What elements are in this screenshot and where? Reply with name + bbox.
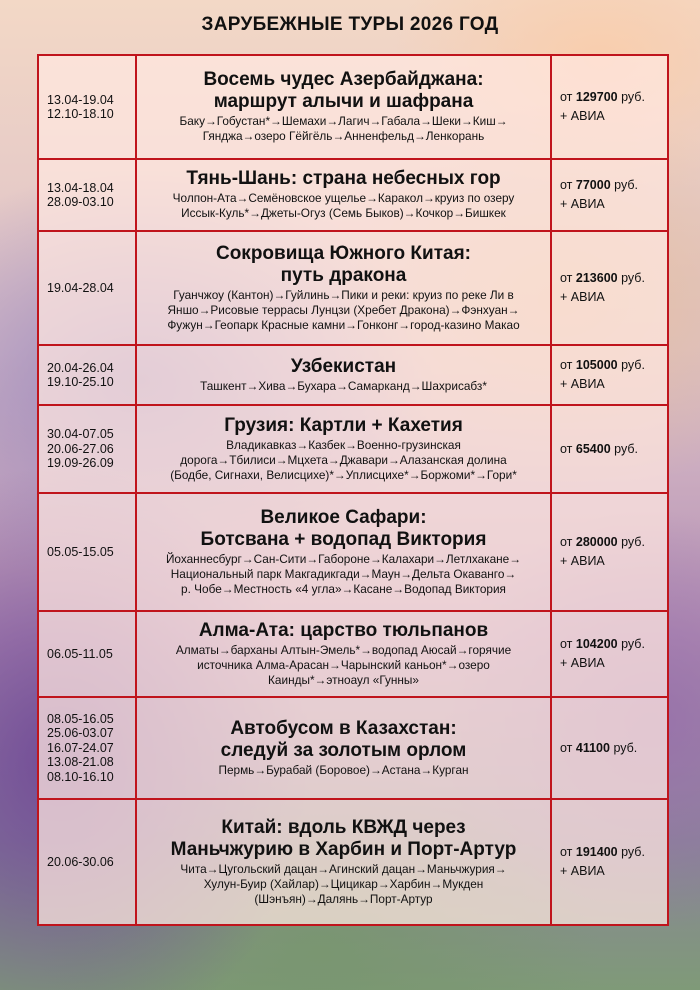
- tour-route: Баку→Гобустан*→Шемахи→Лагич→Габала→Шеки→Киш→ Гянджа→озеро Гёйгёль→Анненфельд→Ленкорань: [179, 114, 508, 143]
- tour-route: Гуанчжоу (Кантон)→Гуйлинь→Пики и реки: круиз по реке Ли в Яншо→Рисовые террасы Лунцзи (Хребет Дракона)→Фэнхуан→ Фужун→Геопарк Красные камни→Гонконг→город-казино Макао: [167, 287, 520, 332]
- tours-body: [38, 55, 668, 925]
- tour-description: [136, 493, 551, 611]
- price-currency: руб.: [610, 441, 638, 456]
- tour-title: Узбекистан: [290, 355, 397, 377]
- price-value: 213600: [575, 271, 618, 285]
- price-avia: + АВИА: [560, 377, 605, 391]
- price-currency: руб.: [617, 271, 645, 285]
- tour-route: Чита→Цугольский дацан→Агинский дацан→Маньчжурия→ Хулун-Буир (Хайлар)→Цицикар→Харбин→Мукден (Шэнъян)→Далянь→Порт-Артур: [180, 861, 507, 906]
- tour-title: Тянь-Шань: страна небесных гор: [186, 168, 501, 189]
- tour-row: [38, 159, 668, 231]
- price-prefix: от: [560, 637, 576, 651]
- price-avia: + АВИА: [560, 656, 605, 670]
- price-prefix: от: [560, 441, 576, 456]
- tour-price: [551, 55, 668, 159]
- tour-title: Китай: вдоль КВЖД через Маньчжурию в Харбин и Порт-Артур: [170, 816, 517, 860]
- tour-dates: 19.04-28.04: [38, 231, 136, 345]
- price-value: 129700: [575, 90, 618, 104]
- tour-description: [136, 799, 551, 925]
- tour-price: [551, 799, 668, 925]
- tour-description: [136, 611, 551, 697]
- price-avia: + АВИА: [560, 290, 605, 304]
- tour-price: [551, 611, 668, 697]
- tour-dates: 06.05-11.05: [38, 611, 136, 697]
- tour-route: Владикавказ→Казбек→Военно-грузинская дорога→Тбилиси→Мцхета→Джавари→Алазанская долина (Бодбе, Сигнахи, Велисцихе)*→Уплисцихе*→Боржоми*→Гори*: [170, 437, 517, 482]
- price-currency: руб.: [617, 90, 645, 104]
- price-currency: руб.: [617, 535, 645, 549]
- price-prefix: от: [560, 740, 576, 755]
- tour-dates: 20.06-30.06: [38, 799, 136, 925]
- price-value: 280000: [575, 535, 618, 549]
- tour-route: Чолпон-Ата→Семёновское ущелье→Каракол→круиз по озеру Иссык-Куль*→Джеты-Огуз (Семь Быков)→Кочкор→Бишкек: [172, 191, 515, 220]
- price-prefix: от: [560, 535, 576, 549]
- tour-route: Йоханнесбург→Сан-Сити→Габороне→Калахари→Летлхакане→ Национальный парк Макгадикгади→Маун→Дельта Окаванго→ р. Чобе→Местность «4 угла»→Касане→Водопад Виктория: [165, 551, 522, 596]
- tour-price: [551, 405, 668, 493]
- tour-row: [38, 799, 668, 925]
- tour-row: [38, 611, 668, 697]
- tour-dates: 13.04-18.04 28.09-03.10: [38, 159, 136, 231]
- price-avia: + АВИА: [560, 864, 605, 878]
- tour-title: Алма-Ата: царство тюльпанов: [198, 619, 489, 641]
- tour-dates: 20.04-26.04 19.10-25.10: [38, 345, 136, 405]
- tour-row: [38, 345, 668, 405]
- tour-dates: 08.05-16.05 25.06-03.07 16.07-24.07 13.08-21.08 08.10-16.10: [38, 697, 136, 799]
- tour-row: [38, 231, 668, 345]
- tour-description: [136, 697, 551, 799]
- price-currency: руб.: [617, 845, 645, 859]
- page-title: ЗАРУБЕЖНЫЕ ТУРЫ 2026 ГОД: [201, 14, 499, 35]
- price-prefix: от: [560, 90, 576, 104]
- tour-route: Пермь→Бурабай (Боровое)→Астана→Курган: [218, 762, 469, 777]
- price-currency: руб.: [609, 740, 638, 755]
- price-avia: + АВИА: [560, 109, 605, 123]
- tour-dates: 05.05-15.05: [38, 493, 136, 611]
- price-value: 191400: [575, 845, 618, 859]
- price-avia: + АВИА: [560, 197, 605, 211]
- tour-row: [38, 405, 668, 493]
- tour-row: [38, 697, 668, 799]
- price-prefix: от: [560, 271, 576, 285]
- tour-title: Автобусом в Казахстан: следуй за золотым орлом: [220, 717, 467, 761]
- tour-row: [38, 493, 668, 611]
- tour-price: [551, 159, 668, 231]
- tour-description: [136, 345, 551, 405]
- price-currency: руб.: [617, 358, 645, 372]
- tour-description: [136, 159, 551, 231]
- price-prefix: от: [560, 358, 576, 372]
- price-currency: руб.: [617, 637, 645, 651]
- price-value: 104200: [575, 637, 618, 651]
- tour-row: [38, 55, 668, 159]
- tour-description: [136, 405, 551, 493]
- price-currency: руб.: [610, 178, 638, 192]
- tour-title: Великое Сафари: Ботсвана + водопад Виктория: [200, 506, 487, 550]
- tour-price: [551, 231, 668, 345]
- tour-price: [551, 493, 668, 611]
- tour-title: Восемь чудес Азербайджана: маршрут алычи и шафрана: [203, 69, 484, 112]
- tour-dates: 30.04-07.05 20.06-27.06 19.09-26.09: [38, 405, 136, 493]
- tour-dates: 13.04-19.04 12.10-18.10: [38, 55, 136, 159]
- price-prefix: от: [560, 845, 576, 859]
- price-value: 77000: [575, 178, 611, 192]
- tour-route: Алматы→барханы Алтын-Эмель*→водопад Аюсай→горячие источника Алма-Арасан→Чарынский каньон*→озеро Каинды*→этноаул «Гунны»: [175, 642, 512, 687]
- tours-table: [37, 54, 669, 926]
- price-value: 41100: [575, 740, 610, 755]
- price-value: 65400: [575, 441, 611, 456]
- tour-title: Сокровища Южного Китая: путь дракона: [215, 242, 471, 286]
- tour-price: [551, 345, 668, 405]
- price-value: 105000: [575, 358, 618, 372]
- tour-route: Ташкент→Хива→Бухара→Самарканд→Шахрисабз*: [200, 378, 487, 393]
- tour-description: [136, 231, 551, 345]
- tour-title: Грузия: Картли + Кахетия: [224, 414, 463, 436]
- tour-price: [551, 697, 668, 799]
- tour-description: [136, 55, 551, 159]
- price-avia: + АВИА: [560, 554, 605, 568]
- price-prefix: от: [560, 178, 576, 192]
